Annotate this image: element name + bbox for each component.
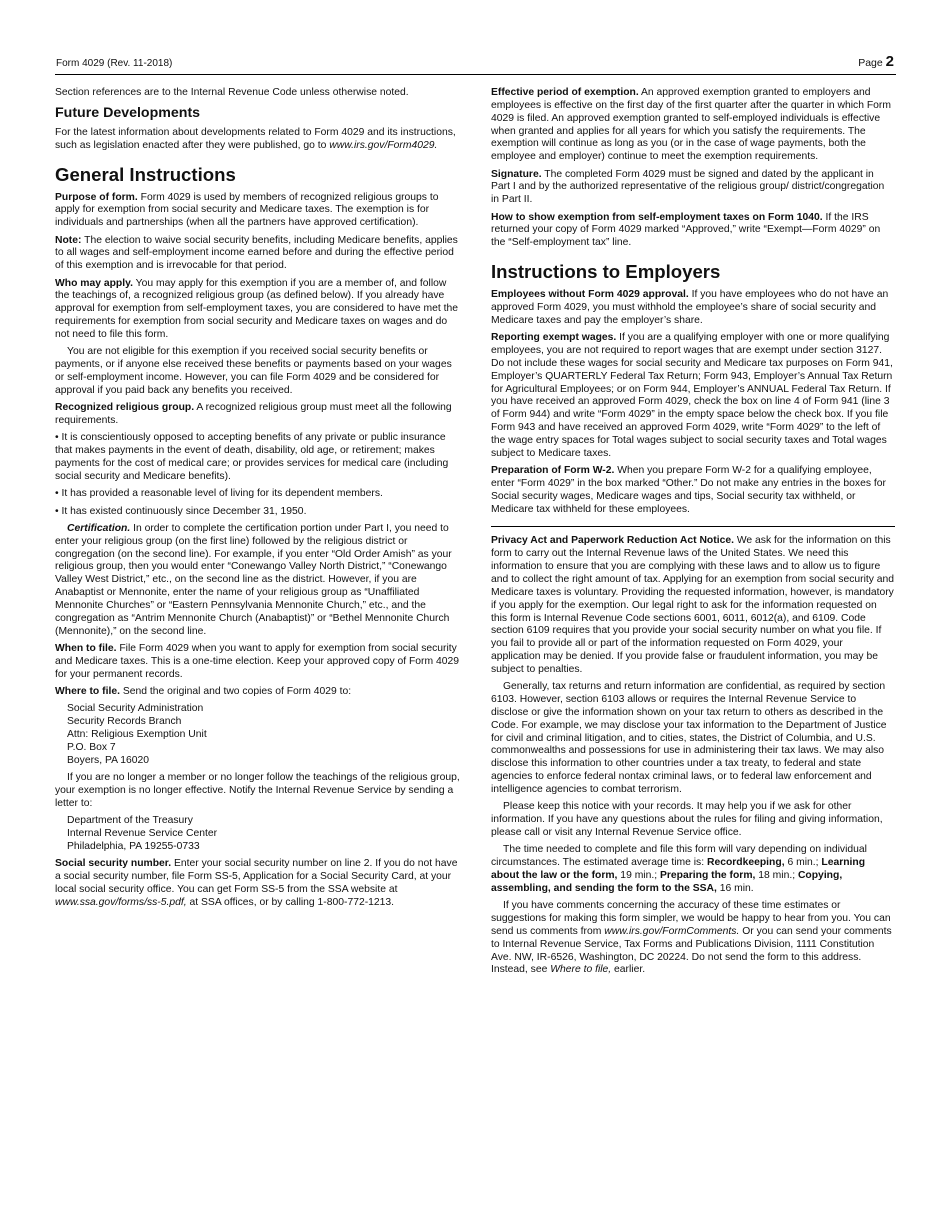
purpose-paragraph: Purpose of form. Form 4029 is used by members of recognized religious groups to apply for exemption from social security and Medicare taxes. The exemption is for individuals and partnerships (when all the partners have approved certification).: [55, 191, 439, 229]
form-1040-paragraph: How to show exemption from self-employment taxes on Form 1040. If the IRS returned your copy of Form 4029 marked “Approved,” write “Exempt—Form 4029” on the “Self-employment tax” line.: [491, 211, 881, 249]
signature-paragraph: Signature. The completed Form 4029 must be signed and dated by the applicant in Part I and by the authorized representative of the religious group/ district/congregation in Part II.: [491, 168, 885, 206]
ssa-link[interactable]: www.ssa.gov/forms/ss-5.pdf,: [55, 896, 187, 908]
section-divider: [491, 526, 895, 527]
time-estimate-paragraph: The time needed to complete and file this form will vary depending on individual circumstances. The estimated average time is: Recordkeeping, 6 min.; Learning about the law or the form, 19 min.; Preparing the form, 18 min.; Copying, assembling, and sending the form to the SSA, 16 min.: [491, 844, 867, 894]
where-to-file-paragraph: Where to file. Send the original and two copies of Form 4029 to:: [55, 686, 352, 698]
employers-heading: Instructions to Employers: [491, 261, 721, 283]
reporting-exempt-wages-paragraph: Reporting exempt wages. If you are a qualifying employer with one or more qualifying employees, you are not required to report wages that are exempt under section 3127. Do not include these wages for social security and Medicare tax purposes on Form 941, Employer’s QUARTERLY Federal Tax Return; Form 943, Employer’s Annual Tax Return for Agricultural Employees; or on Form 944, Employer’s ANNUAL Federal Tax Return. If you have received an approved Form 4029, check the box on line 4 of Form 941 (line 3 of Form 944) and write “Form 4029” in the empty space below the check box. If you file Form 943 and have received an approved Form 4029, write “Form 4029” to the left of the wage entry spaces for Total wages subject to social security taxes and Total wages subject to Medicare taxes.: [491, 332, 893, 459]
page-header: [55, 54, 896, 75]
confidentiality-paragraph: Generally, tax returns and return information are confidential, as required by section 6103. However, section 6103 allows or requires the Internal Revenue Service to disclose or give the information shown on your tax return to others as described in the Code. For example, we may disclose your tax information to the Department of Justice for civil and criminal litigation, and to cities, states, the District of Columbia, and U.S. commonwealths and possessions for use in administering their tax laws. We may also disclose this information to other countries under a tax treaty, to federal and state agencies to enforce federal nontax criminal laws, or to federal law enforcement and intelligence agencies to combat terrorism.: [491, 681, 887, 795]
who-may-apply-paragraph: Who may apply. You may apply for this exemption if you are a member of, and follow the teachings of, a recognized religious group (as defined below). If you already have approval for exemption from self-employment taxes, you are considered to have met the requirements for exemption from social security and Medicare taxes on wages and do not need to file this form.: [55, 277, 459, 340]
note-paragraph: Note: The election to waive social security benefits, including Medicare benefits, applies to all wages and self-employment income earned before and during the effective period of this exemption and is irrevocable for that period.: [55, 234, 458, 272]
page-number: Page 2: [858, 53, 894, 70]
requirement-bullet-1: • It is conscientiously opposed to accepting benefits of any private or public insurance that makes payments in the event of death, disability, old age, or retirement; makes payments for the cost of medical care; or provides services for medical care (including social security and Medicare benefits).: [55, 432, 449, 482]
general-instructions-heading: General Instructions: [55, 163, 236, 185]
form-comments-link[interactable]: www.irs.gov/FormComments.: [604, 925, 740, 937]
when-to-file-paragraph: When to file. File Form 4029 when you want to apply for exemption from social security and Medicare taxes. This is a one-time election. Keep your approved copy of Form 4029 for your permanent records.: [55, 643, 460, 680]
form-w2-paragraph: Preparation of Form W-2. When you prepare Form W-2 for a qualifying employee, enter “Form 4029” in the box marked “Other.” Do not make any entries in the boxes for Social security wages, Medicare wages and tips, Social security tax withheld, or Medicare tax withheld for these employees.: [491, 465, 886, 515]
ssn-paragraph: Social security number. Enter your social security number on line 2. If you do not have a social security number, file Form SS-5, Application for a Social Security Card, at your local social security office. You can get Form SS-5 from the SSA website at www.ssa.gov/forms/ss-5.pdf, at SSA offices, or by calling 1-800-772-1213.: [55, 858, 458, 908]
effective-period-paragraph: Effective period of exemption. An approved exemption granted to employers and employees is effective on the first day of the first quarter after the quarter in which Form 4029 is filed. An approved exemption granted to self-employed individuals is effective when granted and applies for all years for which you satisfy the requirements. The exemption will continue as long as you (or in the case of wage payments, both the employee and employer) continue to meet the exemption requirements.: [491, 87, 891, 163]
requirement-bullet-3: • It has existed continuously since December 31, 1950.: [55, 505, 307, 517]
ssa-address: Social Security Administration Security Records Branch Attn: Religious Exemption Unit P.O. Box 7 Boyers, PA 16020: [67, 703, 207, 766]
irs-form4029-link[interactable]: www.irs.gov/Form4029.: [329, 139, 438, 151]
intro-text: Section references are to the Internal Revenue Code unless otherwise noted.: [55, 87, 409, 98]
right-column: [491, 87, 895, 982]
keep-notice-paragraph: Please keep this notice with your records. It may help you if we ask for other information. If you have any questions about the rules for filing and giving information, please call or visit any Internal Revenue Service office.: [491, 801, 883, 839]
employees-without-approval-paragraph: Employees without Form 4029 approval. If you have employees who do not have an approved Form 4029, you must withhold the employee’s share of social security and Medicare taxes and pay the employer’s share.: [491, 289, 889, 326]
left-column: [55, 87, 460, 914]
requirement-bullet-2: • It has provided a reasonable level of living for its dependent members.: [55, 488, 383, 500]
recognized-group-paragraph: Recognized religious group. A recognized religious group must meet all the following requirements.: [55, 402, 452, 427]
privacy-act-paragraph: Privacy Act and Paperwork Reduction Act Notice. We ask for the information on this form to carry out the Internal Revenue laws of the United States. We need this information to ensure that you are complying with these laws and to allow us to figure and to collect the right amount of tax. Applying for an exemption from social security and Medicare taxes is voluntary. Providing the requested information, however, is mandatory if you apply for the exemption. Our legal right to ask for the information requested on this form is Internal Revenue Code sections 6001, 6011, 6012(a), and 6109. Code section 6109 requires that you provide your social security number on what you file. If you fail to provide all or part of the information requested on Form 4029, your application may be denied. If you provide false or fraudulent information, you may be subject to penalties.: [491, 535, 895, 675]
document-page: [55, 53, 896, 976]
no-longer-member-paragraph: If you are no longer a member or no longer follow the teachings of the religious group, your exemption is no longer effective. Notify the Internal Revenue Service by sending a letter to:: [55, 772, 460, 809]
future-developments-text: For the latest information about developments related to Form 4029 and its instructions, such as legislation enacted after they were published, go to www.irs.gov/Form4029.: [55, 126, 456, 151]
certification-paragraph: Certification. In order to complete the certification portion under Part I, you need to enter your religious group (on the first line) followed by the religious district or congregation (on the second line). For example, if you enter “Old Order Amish” as your religious group, then you would enter “Conewango Valley North District,” “Conewango Valley West District,” etc., on the second line as the district. However, if you are Anabaptist or Mennonite, enter the name of your religious group as “Unaffiliated Mennonite Churches” or “Eastern Pennsylvania Mennonite Church,” etc., and the congregation as “Antrim Mennonite Church (Anabaptist)” or “Bethel Mennonite Church (Mennonite),” on the second line.: [55, 522, 452, 637]
not-eligible-paragraph: You are not eligible for this exemption if you received social security benefits or payments, or if anyone else received these benefits or payments based on your wages or self-employment income. However, you can file Form 4029 and be considered for approval if you paid back any benefits you received.: [55, 346, 452, 396]
comments-paragraph: If you have comments concerning the accuracy of these time estimates or suggestions for making this form simpler, we would be happy to hear from you. You can send us comments from www.irs.gov/FormComments. Or you can send your comments to Internal Revenue Service, Tax Forms and Publications Division, 1111 Constitution Ave. NW, IR-6526, Washington, DC 20224. Do not send the form to this address. Instead, see Where to file, earlier.: [491, 900, 892, 976]
irs-address: Department of the Treasury Internal Revenue Service Center Philadelphia, PA 19255-0733: [67, 815, 218, 852]
form-id: Form 4029 (Rev. 11-2018): [56, 58, 173, 69]
future-developments-heading: Future Developments: [55, 104, 201, 121]
